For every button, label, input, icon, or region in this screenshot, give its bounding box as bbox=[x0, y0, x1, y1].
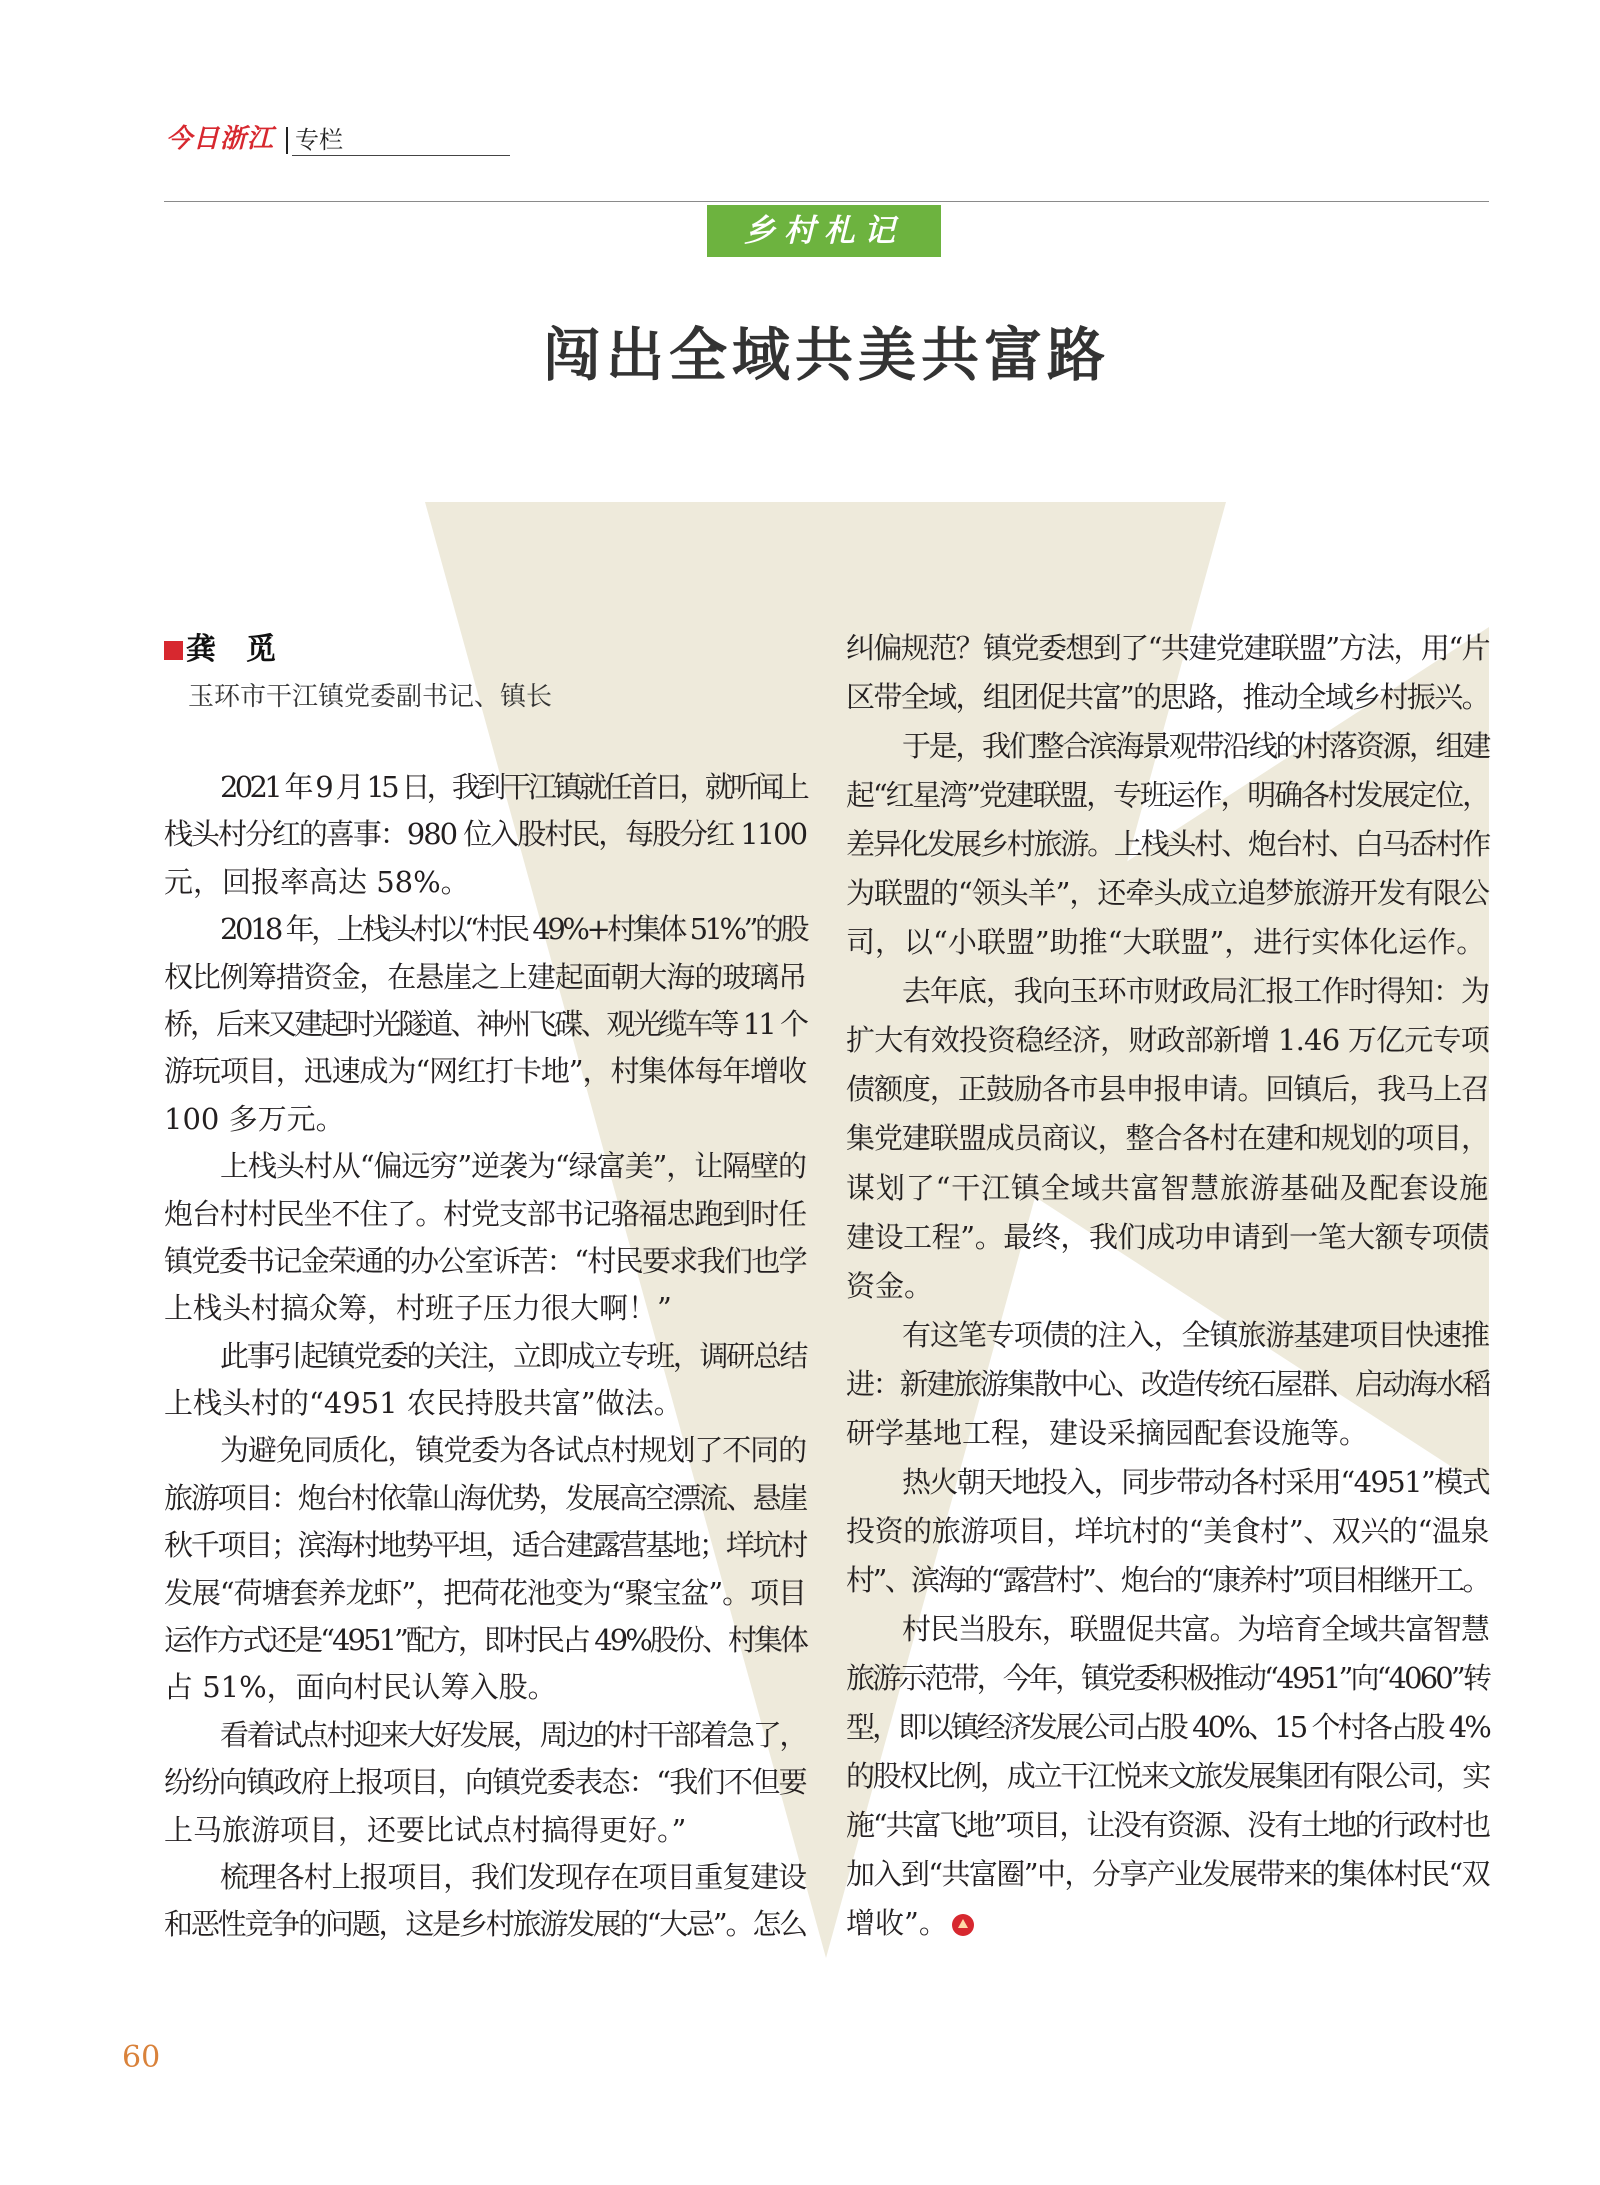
line-text: 于是，我们整合滨海景观带沿线的村落资源，组建 bbox=[902, 729, 1489, 764]
line-text: 区带全域，组团促共富”的思路，推动全域乡村振兴。 bbox=[846, 680, 1489, 715]
article-column-right bbox=[846, 624, 1489, 1948]
paragraph-first-line bbox=[164, 764, 806, 811]
line-text: 有这笔专项债的注入，全镇旅游基建项目快速推 bbox=[902, 1317, 1489, 1352]
line-text: 上栈头村从“偏远穷”逆袭为“绿富美”，让隔壁的 bbox=[220, 1149, 806, 1184]
line-text: 集党建联盟成员商议，整合各村在建和规划的项目， bbox=[846, 1121, 1489, 1156]
text-line bbox=[846, 1654, 1489, 1703]
magazine-logo: 今日浙江 bbox=[166, 124, 275, 154]
line-text: 为避免同质化，镇党委为各试点村规划了不同的 bbox=[220, 1433, 806, 1468]
text-line bbox=[846, 1360, 1489, 1409]
section-label: 专栏 bbox=[295, 126, 343, 154]
text-line bbox=[164, 1807, 806, 1854]
text-line bbox=[164, 1617, 806, 1664]
text-line bbox=[846, 1801, 1489, 1850]
line-text: 型，即以镇经济发展公司占股 40%、15 个村各占股 4% bbox=[846, 1710, 1489, 1745]
line-text: 司，以“小联盟”助推“大联盟”，进行实体化运作。 bbox=[846, 925, 1486, 960]
line-text: 研学基地工程，建设采摘园配套设施等。 bbox=[846, 1415, 1369, 1450]
line-text: 投资的旅游项目，垟坑村的“美食村”、双兴的“温泉 bbox=[846, 1513, 1489, 1548]
text-line bbox=[846, 918, 1489, 967]
text-line bbox=[164, 859, 806, 906]
section-underline bbox=[292, 155, 510, 156]
text-line bbox=[164, 954, 806, 1001]
text-line bbox=[164, 1570, 806, 1617]
paragraph-first-line bbox=[846, 1458, 1489, 1507]
article-title: 闯出全域共美共富路 bbox=[542, 321, 1110, 389]
text-line bbox=[846, 624, 1489, 673]
paragraph-first-line bbox=[164, 1143, 806, 1190]
paragraph-first-line bbox=[164, 906, 806, 953]
line-text: 梳理各村上报项目，我们发现存在项目重复建设 bbox=[220, 1859, 806, 1894]
header-rule bbox=[164, 201, 1489, 202]
line-text: 纠偏规范？镇党委想到了“共建党建联盟”方法，用“片 bbox=[846, 631, 1489, 665]
text-line bbox=[846, 673, 1489, 722]
text-line bbox=[164, 811, 806, 858]
author-affiliation: 玉环市干江镇党委副书记、镇长 bbox=[188, 682, 553, 712]
byline bbox=[164, 630, 276, 670]
text-line bbox=[164, 1048, 806, 1095]
byline-marker-icon bbox=[164, 641, 183, 660]
line-text: 旅游示范带，今年，镇党委积极推动“4951”向“4060”转 bbox=[846, 1660, 1489, 1695]
line-text: 差异化发展乡村旅游。上栈头村、炮台村、白马岙村作 bbox=[846, 827, 1489, 862]
line-text: 占 51%，面向村民认筹入股。 bbox=[164, 1670, 557, 1705]
page-number: 60 bbox=[122, 2040, 161, 2075]
line-text: 元，回报率高达 58%。 bbox=[164, 864, 470, 899]
line-text: 2018 年，上栈头村以“村民 49%+村集体 51%”的股 bbox=[220, 912, 806, 947]
text-line bbox=[846, 1556, 1489, 1605]
line-text: 扩大有效投资稳经济，财政部新增 1.46 万亿元专项 bbox=[846, 1023, 1489, 1058]
text-line bbox=[846, 771, 1489, 820]
text-line bbox=[846, 820, 1489, 869]
line-text: 游玩项目，迅速成为“网红打卡地”，村集体每年增收 bbox=[164, 1054, 806, 1089]
text-line bbox=[846, 1899, 1489, 1948]
text-line bbox=[846, 869, 1489, 918]
line-text: 桥，后来又建起时光隧道、神州飞碟、观光缆车等 11 个 bbox=[164, 1006, 806, 1041]
paragraph-first-line bbox=[846, 967, 1489, 1016]
line-text: 纷纷向镇政府上报项目，向镇党委表态：“我们不但要 bbox=[164, 1765, 806, 1800]
paragraph-first-line bbox=[846, 722, 1489, 771]
article-column-left bbox=[164, 764, 806, 1949]
line-text: 进：新建旅游集散中心、改造传统石屋群、启动海水稻 bbox=[846, 1366, 1489, 1401]
line-text: 上马旅游项目，还要比试点村搞得更好。” bbox=[164, 1812, 687, 1847]
line-text: 镇党委书记金荣通的办公室诉苦：“村民要求我们也学 bbox=[164, 1243, 806, 1278]
line-text: 起“红星湾”党建联盟，专班运作，明确各村发展定位， bbox=[846, 778, 1489, 813]
text-line bbox=[164, 1191, 806, 1238]
text-line bbox=[846, 1114, 1489, 1163]
text-line bbox=[846, 1213, 1489, 1262]
line-text: 和恶性竞争的问题，这是乡村旅游发展的“大忌”。怎么 bbox=[164, 1907, 806, 1942]
text-line bbox=[846, 1164, 1489, 1213]
text-line bbox=[164, 1001, 806, 1048]
paragraph-first-line bbox=[164, 1854, 806, 1901]
line-text: 谋划了“干江镇全域共富智慧旅游基础及配套设施 bbox=[846, 1170, 1489, 1205]
line-text: 热火朝天地投入，同步带动各村采用“4951”模式 bbox=[902, 1464, 1489, 1499]
line-text: 村”、滨海的“露营村”、炮台的“康养村”项目相继开工。 bbox=[846, 1562, 1489, 1597]
text-line bbox=[846, 1409, 1489, 1458]
text-line bbox=[164, 1475, 806, 1522]
text-line bbox=[846, 1703, 1489, 1752]
paragraph-first-line bbox=[846, 1311, 1489, 1360]
text-line bbox=[846, 1262, 1489, 1311]
text-line bbox=[164, 1380, 806, 1427]
author-name: 龚 觅 bbox=[186, 632, 276, 667]
text-line bbox=[846, 1752, 1489, 1801]
line-text: 炮台村村民坐不住了。村党支部书记骆福忠跑到时任 bbox=[164, 1196, 806, 1231]
line-text: 增收”。 bbox=[846, 1906, 948, 1941]
line-text: 权比例筹措资金，在悬崖之上建起面朝大海的玻璃吊 bbox=[164, 959, 806, 994]
line-text: 的股权比例，成立干江悦来文旅发展集团有限公司，实 bbox=[846, 1759, 1489, 1794]
text-line bbox=[846, 1850, 1489, 1899]
line-text: 2021 年 9 月 15 日，我到干江镇就任首日，就听闻上 bbox=[220, 770, 806, 804]
text-line bbox=[164, 1522, 806, 1569]
text-line bbox=[164, 1096, 806, 1143]
line-text: 此事引起镇党委的关注，立即成立专班，调研总结 bbox=[220, 1338, 806, 1373]
line-text: 秋千项目；滨海村地势平坦，适合建露营基地；垟坑村 bbox=[164, 1528, 806, 1563]
line-text: 上栈头村搞众筹，村班子压力很大啊！” bbox=[164, 1291, 672, 1326]
text-line bbox=[164, 1285, 806, 1332]
line-text: 加入到“共富圈”中，分享产业发展带来的集体村民“双 bbox=[846, 1857, 1489, 1892]
line-text: 资金。 bbox=[846, 1268, 934, 1303]
text-line bbox=[164, 1238, 806, 1285]
line-text: 去年底，我向玉环市财政局汇报工作时得知：为 bbox=[902, 974, 1489, 1009]
text-line bbox=[164, 1759, 806, 1806]
paragraph-first-line bbox=[164, 1427, 806, 1474]
text-line bbox=[164, 1901, 806, 1948]
paragraph-first-line bbox=[846, 1605, 1489, 1654]
column-tag: 乡村札记 bbox=[707, 205, 941, 257]
line-text: 村民当股东，联盟促共富。为培育全域共富智慧 bbox=[902, 1611, 1489, 1646]
line-text: 看着试点村迎来大好发展，周边的村干部着急了， bbox=[220, 1717, 806, 1752]
line-text: 栈头村分红的喜事：980 位入股村民，每股分红 1100 bbox=[164, 817, 806, 852]
paragraph-first-line bbox=[164, 1333, 806, 1380]
line-text: 旅游项目：炮台村依靠山海优势，发展高空漂流、悬崖 bbox=[164, 1480, 806, 1515]
text-line bbox=[164, 1664, 806, 1711]
line-text: 债额度，正鼓励各市县申报申请。回镇后，我马上召 bbox=[846, 1072, 1489, 1107]
line-text: 运作方式还是“4951”配方，即村民占 49%股份、村集体 bbox=[164, 1623, 806, 1658]
text-line bbox=[846, 1016, 1489, 1065]
line-text: 上栈头村的“4951 农民持股共富”做法。 bbox=[164, 1386, 683, 1421]
line-text: 发展“荷塘套养龙虾”，把荷花池变为“聚宝盆”。项目 bbox=[164, 1575, 806, 1610]
header-divider bbox=[286, 127, 288, 154]
line-text: 建设工程”。最终，我们成功申请到一笔大额专项债 bbox=[846, 1219, 1489, 1254]
paragraph-first-line bbox=[164, 1712, 806, 1759]
line-text: 100 多万元。 bbox=[164, 1101, 345, 1136]
line-text: 为联盟的“领头羊”，还牵头成立追梦旅游开发有限公 bbox=[846, 876, 1489, 911]
line-text: 施“共富飞地”项目，让没有资源、没有土地的行政村也 bbox=[846, 1808, 1489, 1843]
end-mark-icon bbox=[952, 1914, 974, 1936]
text-line bbox=[846, 1507, 1489, 1556]
text-line bbox=[846, 1065, 1489, 1114]
